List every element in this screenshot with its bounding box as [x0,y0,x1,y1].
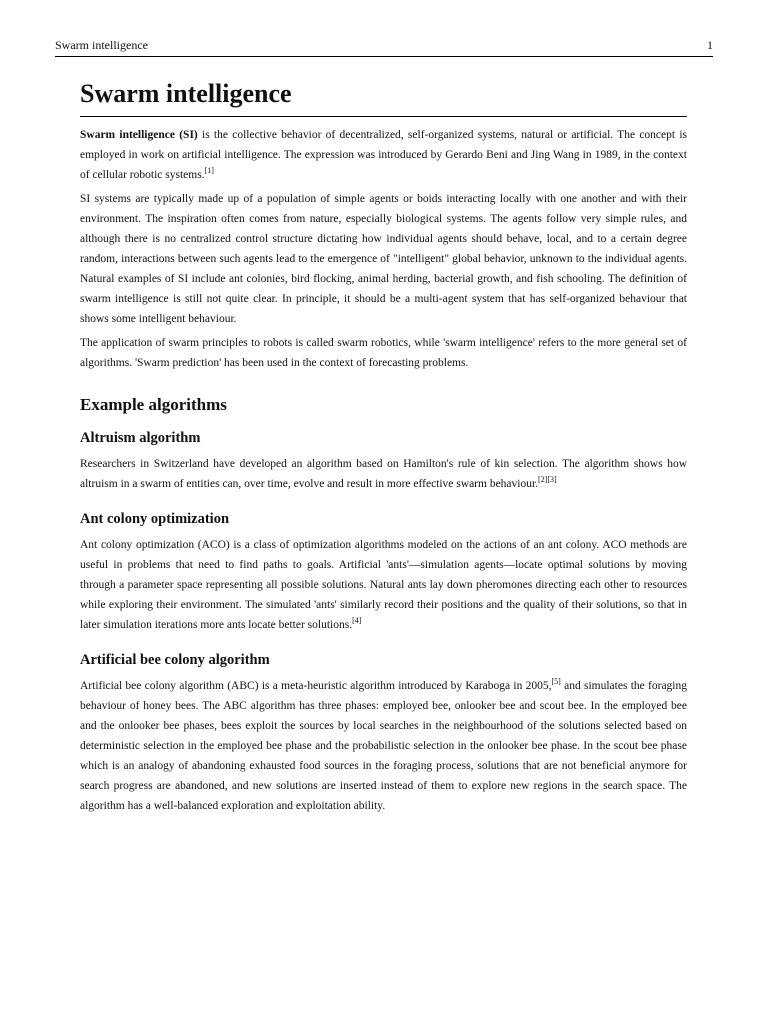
abc-text-before-ref: Artificial bee colony algorithm (ABC) is a meta-heuristic algorithm introduced by Karaboga in 2005, [80,680,552,692]
altruism-paragraph [80,454,687,494]
aco-text: Ant colony optimization (ACO) is a class of optimization algorithms modeled on the actions of an ant colony. ACO methods are useful in problems that need to find paths to goals. Artificial 'ants'—simulation agents—locate optimal solutions by moving through a parameter space representing all possible solutions. Natural ants lay down pheromones directing each other to resources while exploring their environment. The simulated 'ants' similarly record their positions and the quality of their solutions, so that in later simulation iterations more ants locate better solutions. [80,539,687,631]
abc-paragraph [80,676,687,816]
article-title: Swarm intelligence [80,76,687,117]
subheading-ant-colony: Ant colony optimization [80,511,230,527]
intro-paragraph-1 [80,125,687,185]
intro-paragraph-2: SI systems are typically made up of a population of simple agents or boids interacting locally with one another and with their environment. The inspiration often comes from nature, especially biological systems. The agents follow very simple rules, and although there is no centralized control structure dictating how individual agents should behave, local, and to a certain degree random, interactions between such agents lead to the emergence of "intelligent" global behavior, unknown to the individual agents. Natural examples of SI include ant colonies, bird flocking, animal herding, bacterial growth, and fish schooling. The definition of swarm intelligence is still not quite clear. In principle, it should be a multi-agent system that has self-organized behaviour that shows some intelligent behaviour. [80,193,687,325]
abc-text-after-ref: and simulates the foraging behaviour of honey bees. The ABC algorithm has three phases: employed bee, onlooker bee and scout bee. In the employed bee and the onlooker bee phases, bees exploit the sources by local searches in the neighbourhood of the solutions selected based on deterministic selection in the employed bee phase and the probabilistic selection in the onlooker bee phase. In the scout bee phase which is an analogy of abandoning exhausted food sources in the foraging process, solutions that are not beneficial anymore for search progress are abandoned, and new solutions are inserted instead of them to explore new regions in the search space. The algorithm has a well-balanced exploration and exploitation ability. [80,680,687,812]
running-title: Swarm intelligence [55,38,148,52]
aco-paragraph [80,535,687,635]
subheading-altruism: Altruism algorithm [80,430,201,446]
section-heading-example-algorithms: Example algorithms [80,395,227,414]
page-number: 1 [707,38,713,52]
page-header [55,38,713,57]
article-body [80,76,687,820]
lead-term: Swarm intelligence (SI) [80,129,198,141]
intro-paragraph-3: The application of swarm principles to robots is called swarm robotics, while 'swarm intelligence' refers to the more general set of algorithms. 'Swarm prediction' has been used in the context of forecasting problems. [80,337,687,369]
citation-2-3[interactable]: [2][3] [538,475,557,484]
citation-5[interactable]: [5] [551,677,561,686]
citation-4[interactable]: [4] [352,616,362,625]
citation-1[interactable]: [1] [204,166,214,175]
intro-paragraph-1-text: is the collective behavior of decentralized, self-organized systems, natural or artificial. The concept is employed in work on artificial intelligence. The expression was introduced by Gerardo Beni and Jing Wang in 1989, in the context of cellular robotic systems. [80,129,688,181]
altruism-text: Researchers in Switzerland have developed an algorithm based on Hamilton's rule of kin selection. The algorithm shows how altruism in a swarm of entities can, over time, evolve and result in more effective swarm behaviour. [80,458,687,490]
subheading-bee-colony: Artificial bee colony algorithm [80,652,270,668]
